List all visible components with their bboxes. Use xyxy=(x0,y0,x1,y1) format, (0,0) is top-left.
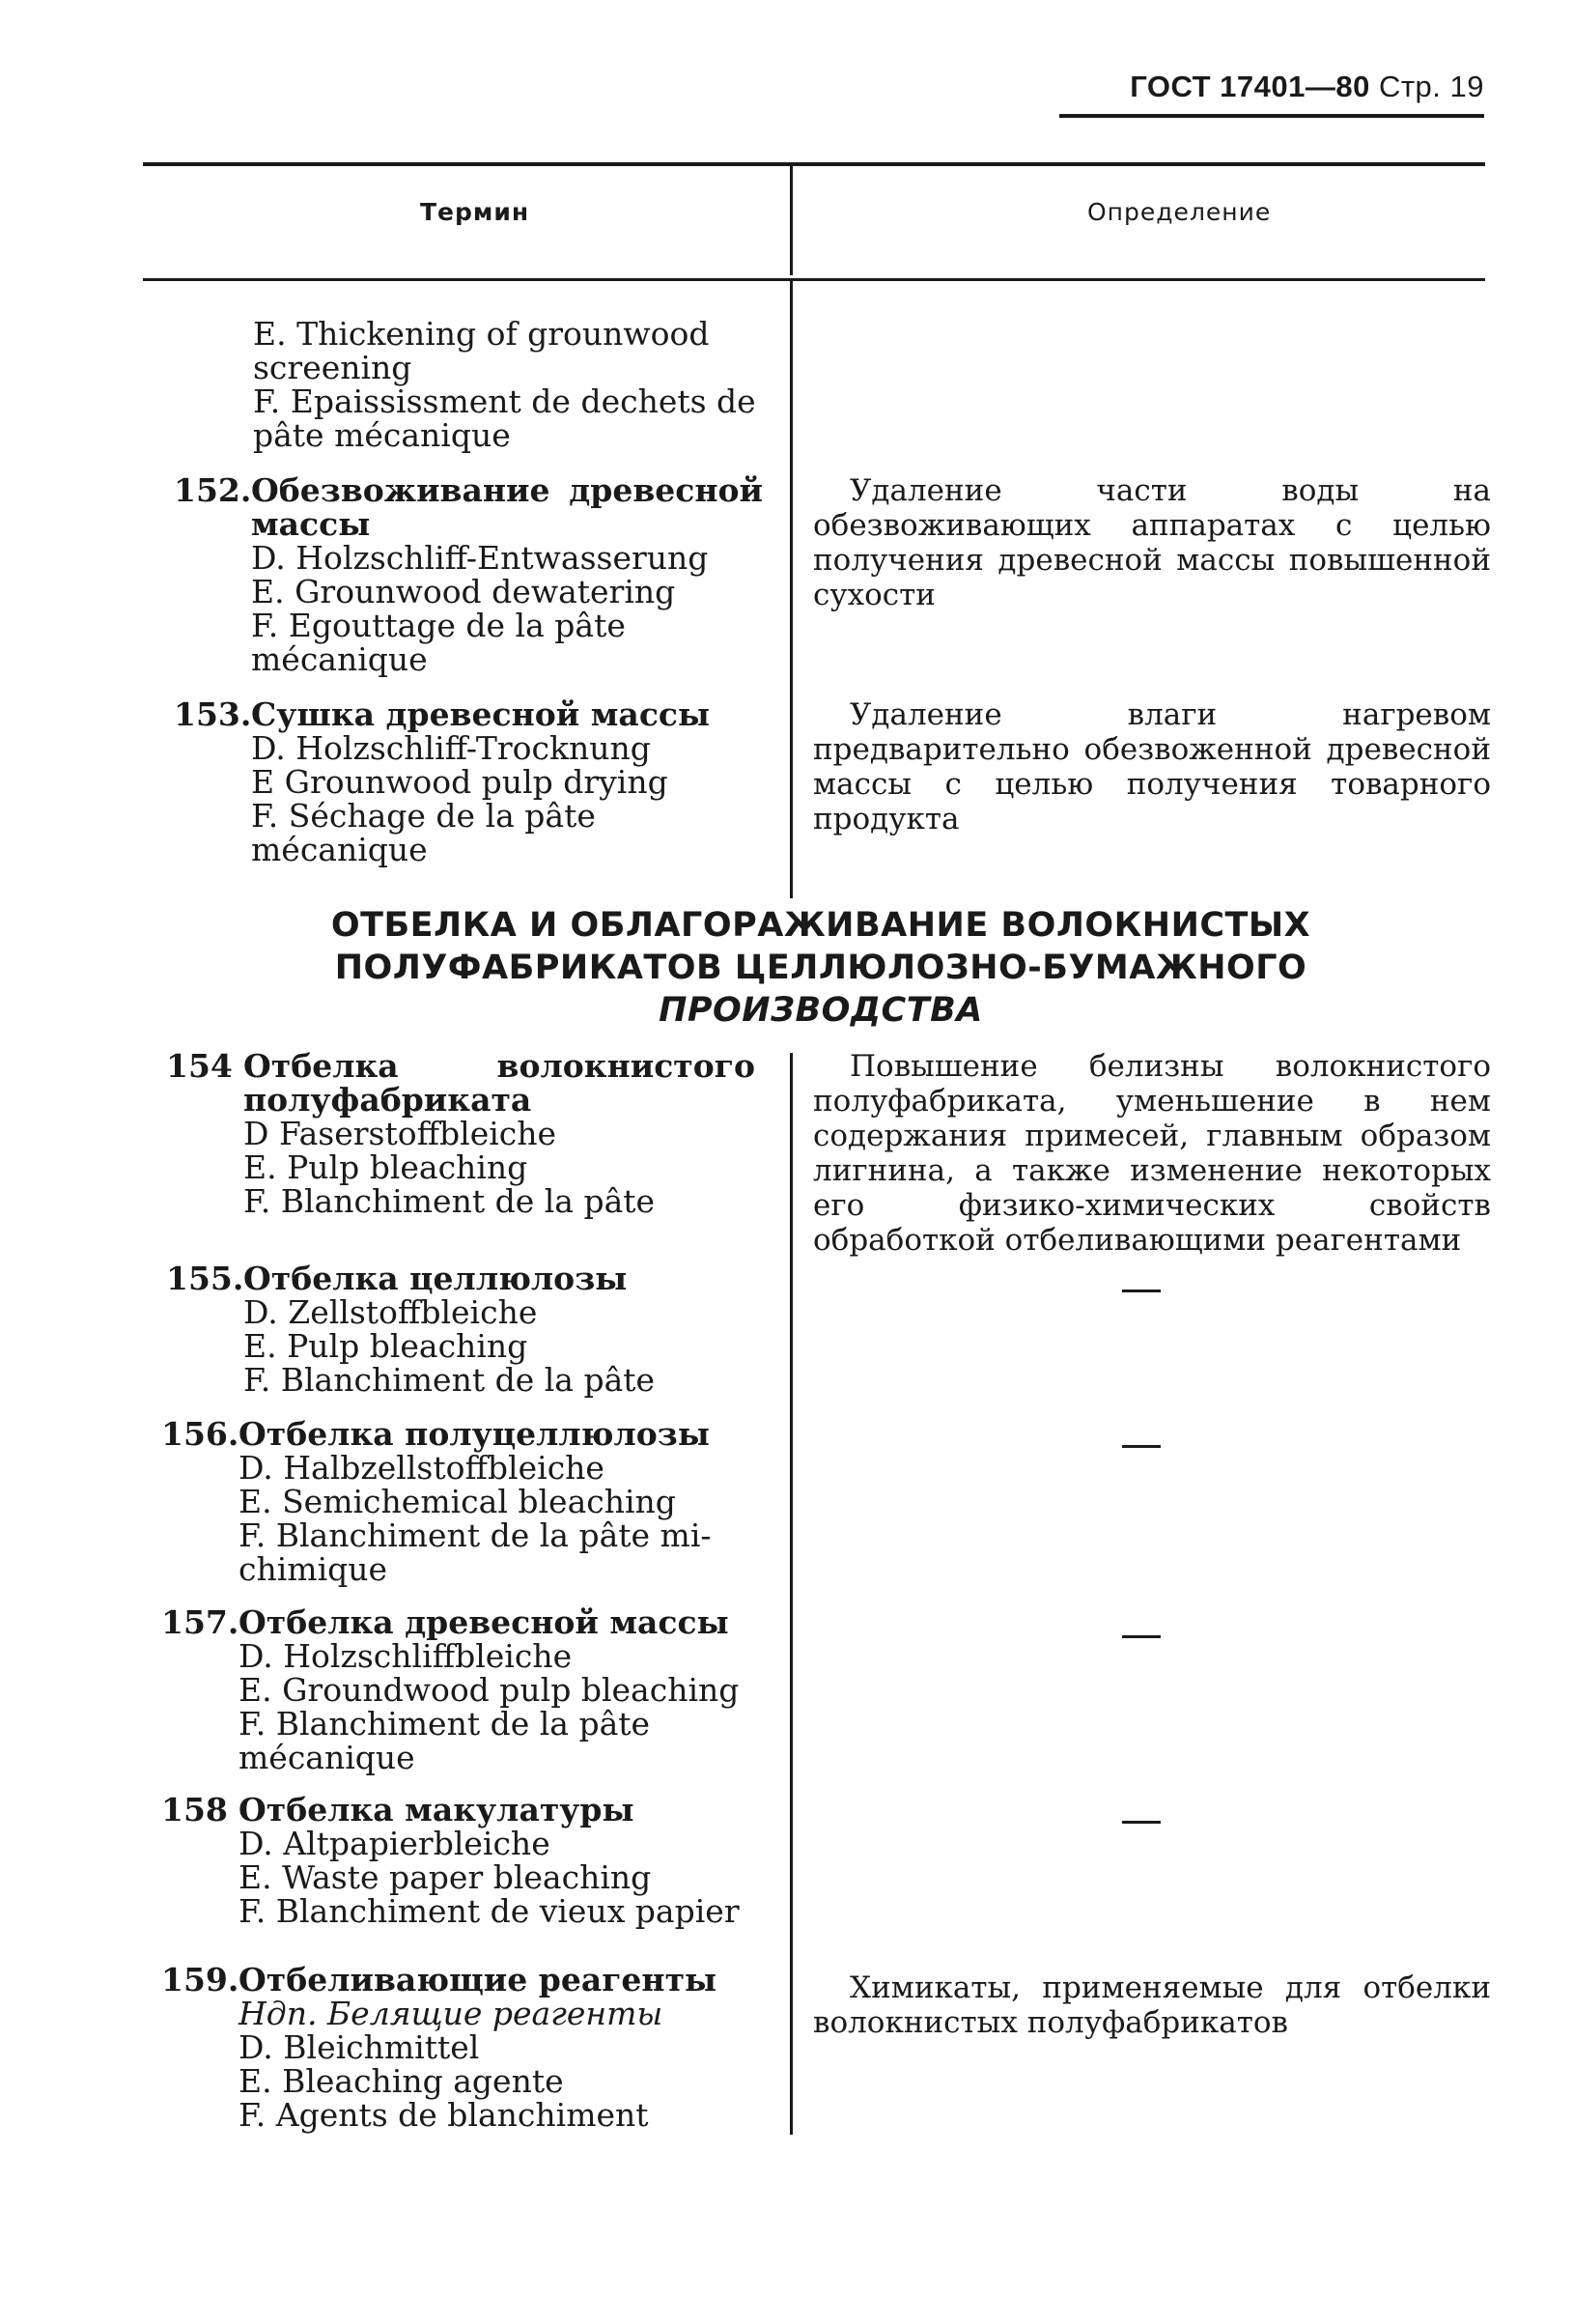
term-en: E Grounwood pulp drying xyxy=(251,763,668,801)
term-ru: Отбелка волокнистого полуфабриката xyxy=(243,1047,755,1119)
entry-number: 153. xyxy=(174,695,252,733)
term-ru: Отбелка целлюлозы xyxy=(243,1260,628,1297)
continuation-en: E. Thickening of grounwood screening xyxy=(253,315,710,386)
section-title-line-3: ПРОИЗВОДСТВА xyxy=(659,991,983,1030)
entry-number: 155. xyxy=(166,1260,244,1297)
table-top-rule xyxy=(143,162,1485,166)
column-divider-header xyxy=(790,164,793,275)
entry-number: 154 xyxy=(166,1047,233,1085)
term-en: E. Pulp bleaching xyxy=(243,1327,528,1365)
term-de: D. Altpapierbleiche xyxy=(239,1825,550,1862)
entry-number: 152. xyxy=(174,471,252,509)
continuation-block xyxy=(253,317,765,452)
entry-number: 158 xyxy=(161,1791,228,1828)
page-header xyxy=(1059,70,1484,118)
term-fr: F. Agents de blanchiment xyxy=(239,2096,649,2134)
entry-156 xyxy=(161,1417,779,1586)
term-ru: Сушка древесной массы xyxy=(251,695,711,733)
term-ru: Отбелка макулатуры xyxy=(239,1791,634,1828)
term-en: E. Semichemical bleaching xyxy=(239,1483,676,1520)
term-fr: F. Egouttage de la pâte mécanique xyxy=(251,607,626,678)
entry-number: 159. xyxy=(161,1961,239,1998)
entry-number: 156. xyxy=(161,1415,239,1453)
term-deprecated: Ндп. Белящие реагенты xyxy=(239,1995,663,2032)
term-fr: F. Séchage de la pâte mécanique xyxy=(251,797,596,868)
term-de: D. Holzschliff-Trocknung xyxy=(251,729,651,767)
term-de: D Faserstoffbleiche xyxy=(243,1115,557,1152)
definition-153: Удаление влаги нагревом предварительно обезвоженной древесной массы с целью получения товарного продукта xyxy=(813,697,1491,836)
term-fr: F. Blanchiment de la pâte xyxy=(243,1361,656,1399)
entry-152 xyxy=(174,473,792,676)
entry-154 xyxy=(166,1049,784,1218)
term-de: D. Halbzellstoffbleiche xyxy=(239,1449,604,1487)
term-en: E. Pulp bleaching xyxy=(243,1148,528,1186)
page-number: Стр. 19 xyxy=(1378,70,1484,103)
entry-153 xyxy=(174,697,792,866)
term-fr: F. Blanchiment de vieux papier xyxy=(239,1892,740,1930)
section-title xyxy=(241,904,1400,1032)
entry-158 xyxy=(161,1793,779,1928)
definition-156-dash xyxy=(1122,1445,1161,1448)
term-de: D. Holzschliff-Entwasserung xyxy=(251,539,709,577)
term-ru: Отбелка полуцеллюлозы xyxy=(239,1415,710,1453)
definition-154: Повышение белизны волокнистого полуфабриката, уменьшение в нем содержания примесей, главным образом лигнина, а также изменение некоторых его физико-химических свойств обработкой отбеливающими реагентами xyxy=(813,1049,1491,1258)
term-en: E. Groundwood pulp bleaching xyxy=(239,1671,740,1709)
term-ru: Отбелка древесной массы xyxy=(239,1603,729,1641)
term-en: E. Grounwood dewatering xyxy=(251,573,676,610)
term-de: D. Holzschliffbleiche xyxy=(239,1637,573,1675)
term-de: D. Bleichmittel xyxy=(239,2028,480,2066)
term-fr: F. Blanchiment de la pâte mi-chimique xyxy=(239,1516,712,1588)
entry-157 xyxy=(161,1605,779,1774)
term-ru: Обезвоживание древесной массы xyxy=(251,471,763,543)
term-fr: F. Blanchiment de la pâte xyxy=(243,1182,656,1220)
entry-number: 157. xyxy=(161,1603,239,1641)
definition-159: Химикаты, применяемые для отбелки волокнистых полуфабрикатов xyxy=(813,1970,1491,2040)
term-en: E. Waste paper bleaching xyxy=(239,1858,652,1896)
definition-158-dash xyxy=(1122,1821,1161,1824)
definition-155-dash xyxy=(1122,1290,1161,1292)
standard-number: ГОСТ 17401—80 xyxy=(1130,70,1370,103)
table-header-rule xyxy=(143,278,1485,281)
section-title-line-1: ОТБЕЛКА И ОБЛАГОРАЖИВАНИЕ ВОЛОКНИСТЫХ xyxy=(330,906,1311,945)
term-fr: F. Blanchiment de la pâte mécanique xyxy=(239,1705,651,1776)
column-divider-lower xyxy=(790,1053,793,2135)
column-header-definition: Определение xyxy=(1087,198,1272,226)
term-en: E. Bleaching agente xyxy=(239,2062,564,2100)
definition-152: Удаление части воды на обезвоживающих аппаратах с целью получения древесной массы повышенной сухости xyxy=(813,473,1491,612)
term-de: D. Zellstoffbleiche xyxy=(243,1293,538,1331)
section-title-line-2: ПОЛУФАБРИКАТОВ ЦЕЛЛЮЛОЗНО-БУМАЖНОГО xyxy=(334,949,1307,987)
definition-157-dash xyxy=(1122,1635,1161,1638)
entry-159 xyxy=(161,1963,779,2132)
term-ru: Отбеливающие реагенты xyxy=(239,1961,717,1998)
continuation-fr: F. Epaississment de dechets de pâte mécanique xyxy=(253,383,756,454)
entry-155 xyxy=(166,1261,784,1397)
column-header-term: Термин xyxy=(420,198,530,226)
